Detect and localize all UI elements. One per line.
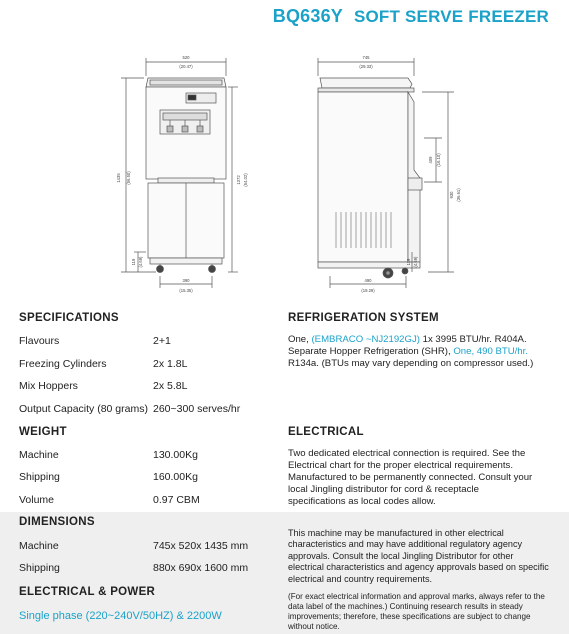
refrigeration-text bbox=[288, 334, 553, 370]
spec-value-output: 260~300 serves/hr bbox=[153, 403, 241, 415]
electrical-power-value: Single phase (220~240V/50HZ) & 2200W bbox=[19, 610, 222, 622]
electrical-heading: ELECTRICAL bbox=[288, 426, 364, 438]
spec-value-flavours: 2+1 bbox=[153, 335, 171, 347]
refrigeration-p4: R134a. (BTUs may vary depending on compressor used.) bbox=[288, 358, 534, 369]
spec-value-hoppers: 2x 5.8L bbox=[153, 380, 188, 392]
dim-side-leg-in: (4.69) bbox=[413, 256, 418, 268]
dim-value-shipping: 880x 690x 1600 mm bbox=[153, 562, 249, 574]
product-name: SOFT SERVE FREEZER bbox=[353, 7, 549, 26]
specifications-heading: SPECIFICATIONS bbox=[19, 312, 119, 324]
refrigeration-p2: 1x 3995 BTU/hr. R404A. bbox=[419, 334, 527, 345]
dim-side-bottom: 490 bbox=[364, 278, 372, 283]
dim-front-height-in: (56.50) bbox=[126, 171, 131, 185]
notice-small: (For exact electrical information and approval marks, always refer to the data label of the machines.) Continuing research results in steady improvements; therefore, these specifications are subject to change without notice. bbox=[288, 592, 545, 631]
weight-value-volume: 0.97 CBM bbox=[153, 494, 200, 506]
dim-front-leg-in: (4.69) bbox=[138, 256, 143, 268]
dim-front-bottom-in: (15.35) bbox=[179, 288, 193, 293]
dim-front-body-in: (54.02) bbox=[243, 173, 248, 187]
weight-heading: WEIGHT bbox=[19, 426, 67, 438]
weight-label-volume: Volume bbox=[19, 494, 55, 506]
dim-front-bottom: 390 bbox=[182, 278, 190, 283]
refrigeration-compressor: (EMBRACO ~NJ2192GJ) bbox=[311, 334, 420, 345]
spec-label-output: Output Capacity (80 grams) bbox=[19, 403, 148, 415]
dim-side-hopper: 409 bbox=[428, 156, 433, 164]
weight-label-shipping: Shipping bbox=[19, 471, 60, 483]
dim-label-machine: Machine bbox=[19, 540, 59, 552]
dim-side-body-in: (36.61) bbox=[456, 188, 461, 202]
dim-side-top-in: (29.33) bbox=[359, 64, 373, 69]
dim-side-bottom-in: (19.29) bbox=[361, 288, 375, 293]
technical-drawing bbox=[0, 40, 569, 302]
dim-side-body: 930 bbox=[449, 191, 454, 199]
dim-front-height: 1435 bbox=[116, 173, 121, 183]
dim-value-machine: 745x 520x 1435 mm bbox=[153, 540, 249, 552]
electrical-power-heading: ELECTRICAL & POWER bbox=[19, 586, 156, 598]
weight-label-machine: Machine bbox=[19, 449, 59, 461]
spec-label-hoppers: Mix Hoppers bbox=[19, 380, 78, 392]
dim-front-body: 1372 bbox=[236, 175, 241, 185]
refrigeration-p3: Separate Hopper Refrigeration (SHR), bbox=[288, 346, 454, 357]
dim-front-top-width: 520 bbox=[182, 55, 190, 60]
side-view bbox=[318, 58, 454, 288]
model-name: BQ636Y bbox=[272, 6, 344, 26]
dim-side-leg: 119 bbox=[406, 258, 411, 266]
spec-label-cylinders: Freezing Cylinders bbox=[19, 358, 107, 370]
weight-value-shipping: 160.00Kg bbox=[153, 471, 198, 483]
dim-side-top: 745 bbox=[362, 55, 370, 60]
page-title bbox=[273, 6, 549, 27]
refrigeration-p1: One, bbox=[288, 334, 312, 345]
spec-label-flavours: Flavours bbox=[19, 335, 60, 347]
spec-value-cylinders: 2x 1.8L bbox=[153, 358, 188, 370]
electrical-text: Two dedicated electrical connection is required. See the Electrical chart for the proper electrical requirements. Manufactured to be permanently connected. Consult your local Jingling distributor for cord & receptacle specifications as local codes allow. bbox=[288, 448, 533, 507]
dim-front-top-width-in: (20.47) bbox=[179, 64, 193, 69]
refrigeration-heading: REFRIGERATION SYSTEM bbox=[288, 312, 439, 324]
weight-value-machine: 130.00Kg bbox=[153, 449, 198, 461]
notice-text: This machine may be manufactured in other electrical characteristics and may have additional regulatory agency approvals. Consult the local Jingling Distributor for other electrical characteristics and agency approvals based on specific electrical and country requirements. bbox=[288, 528, 549, 584]
dim-front-leg: 119 bbox=[131, 258, 136, 266]
dimensions-heading: DIMENSIONS bbox=[19, 516, 95, 528]
front-view bbox=[121, 58, 238, 288]
dim-label-shipping: Shipping bbox=[19, 562, 60, 574]
dim-side-hopper-in: (16.10) bbox=[436, 153, 441, 167]
refrigeration-shr-btu: One, 490 BTU/hr. bbox=[453, 346, 528, 357]
